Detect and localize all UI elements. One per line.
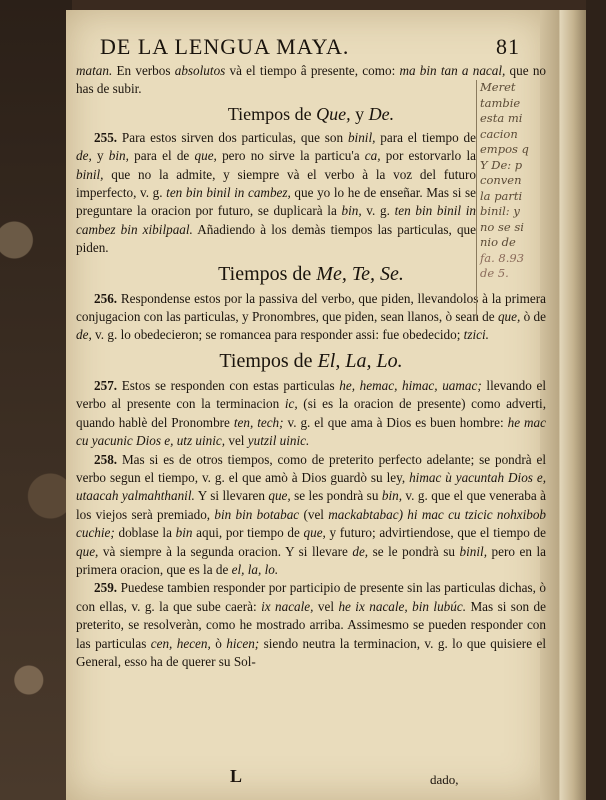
text-run: por estorvarlo la [380, 148, 477, 164]
maya-term: que, [497, 309, 521, 325]
text-run: Respondense estos por la passiva del verbo, que piden, llevandolos à la primera conjugacion con las particulas, y Pronombres, que piden, sean llanos, ò sean de [76, 290, 546, 325]
text-run: doblase la [114, 525, 176, 541]
text-run: Tiempos de [219, 349, 318, 372]
text-run: v. g. [361, 203, 395, 219]
paragraph-number: 258. [94, 451, 118, 467]
paragraph-number: 257. [94, 377, 118, 393]
maya-term: himac ù yacuntah Dios e, utaacah yalmahthanil. [76, 469, 546, 504]
text-run: para el tiempo de [375, 129, 476, 145]
paragraph-255 [76, 129, 476, 258]
book-spine-edge [586, 0, 606, 800]
margin-note-line: fa. 8.93 [480, 250, 525, 265]
text-run: aqui, por tiempo de [192, 525, 304, 541]
maya-term: el, la, lo. [231, 561, 279, 577]
signature-mark: L [230, 766, 243, 786]
margin-note-line: cacion [480, 126, 518, 141]
text-run: Para estos sirven dos particulas, que son [117, 129, 348, 145]
maya-term: que, [194, 148, 217, 164]
maya-term: cen, hecen, [150, 635, 211, 651]
margin-note-line: no se si [480, 219, 524, 234]
maya-term: yutzil uinic. [247, 433, 310, 449]
text-run: vel [313, 598, 339, 614]
maya-term: matan. [76, 63, 113, 78]
maya-term: que, [76, 543, 99, 559]
text-run: Y si llevaren [194, 488, 269, 504]
text-run: pero no sirve la particu'a [216, 148, 365, 164]
maya-term: de, [352, 543, 369, 559]
paragraph-number: 256. [94, 290, 118, 306]
maya-term: bin [175, 525, 193, 541]
margin-note-line: la parti [480, 188, 523, 203]
maya-term: El, La, Lo. [317, 349, 403, 372]
paragraph-259 [76, 579, 546, 671]
text-run: vel [225, 433, 248, 449]
paragraph-258 [76, 451, 546, 580]
text-run: se le pondrà su [368, 543, 460, 559]
text-run: que yo lo he de enseñar. Mas si se preguntare la oracion por futuro, se duplicarà la [76, 185, 476, 219]
text-run: (si es la oracion de presente) como adverti, quando hablè del Pronombre [76, 396, 546, 430]
book-cover-left [0, 0, 72, 800]
maya-term: bin bin botabac [214, 506, 300, 522]
maya-term: mackabtabac) [328, 506, 403, 522]
text-run: và siempre à la segunda oracion. Y si llevare [98, 543, 353, 559]
maya-term: binil, [459, 543, 488, 559]
text-run: ò [210, 635, 227, 651]
maya-term: he, hemac, himac, uamac; [339, 377, 482, 393]
text-run: siendo neutra la terminacion, v. g. lo que quisiere el General, esso ha de querer su Sol- [76, 635, 546, 669]
maya-term: hicen; [226, 635, 260, 651]
text-run: llevando el verbo al presente con la terminacion [76, 377, 546, 412]
text-run: ò de [520, 309, 546, 325]
text-run: que no has de subir. [76, 63, 547, 97]
text-run: y futuro; advirtiendose, que el tiempo de [325, 525, 546, 541]
maya-term: he ix nacale, bin lubúc. [338, 598, 467, 614]
text-run: para el de [128, 148, 195, 164]
text-run: que no la admite, y siempre và el verbo à la voz del futuro imperfecto, v. g. [76, 166, 476, 201]
text-run: v. g. lo obedecieron; se romancea para responder assi: fue obedecido; [91, 327, 464, 343]
running-head-title: DE LA LENGUA MAYA. [100, 34, 350, 59]
maya-term: De. [368, 103, 395, 124]
margin-note-line: binil: y [480, 204, 520, 218]
maya-term: bin, [108, 148, 129, 164]
text-run: se les pondrà su [290, 488, 382, 504]
maya-term: de, [76, 148, 92, 164]
maya-term: ma bin tan a nacal, [399, 63, 506, 78]
catchword: dado, [430, 772, 459, 787]
page-number: 81 [496, 34, 520, 59]
text-run: Puedese tambien responder por participio de presente sin las particulas dichas, ò con ellas, v. g. la que sube caerà: [76, 580, 546, 614]
maya-term: bin, [381, 488, 402, 504]
handwritten-margin-note [476, 80, 550, 320]
paragraph-number: 255. [94, 129, 118, 145]
paragraph-number: 259. [94, 580, 118, 596]
maya-term: absolutos [174, 63, 226, 78]
margin-note-line: empos q [480, 142, 529, 156]
maya-term: ten bin binil in cambez, [166, 185, 291, 201]
maya-term: de, [76, 327, 92, 343]
margin-note-line: Y De: p [480, 157, 523, 172]
maya-term: ix nacale, [261, 598, 314, 614]
margin-note-line: esta mi [480, 111, 523, 125]
text-run: pero en la primera oracion, que es la de [76, 543, 546, 577]
maya-term: tzici. [463, 327, 489, 343]
maya-term: ten bin binil in cambez bin xibilpaal. [76, 203, 476, 237]
text-run: Mas si es de otros tiempos, como de preterito perfecto adelante; se pondrà el verbo segun el tiempo, v. g. el que amò à Dios guardò su ley, [76, 451, 546, 485]
text-run: En verbos [112, 63, 175, 78]
maya-term: que, [303, 525, 326, 541]
margin-note-line: Meret [480, 80, 516, 94]
maya-term: binil, [76, 166, 104, 182]
text-run: y [350, 103, 369, 124]
text-run: (vel [299, 506, 329, 522]
text-run: Añadiendo à los demàs tiempos las particulas, que piden. [76, 221, 476, 256]
maya-term: que, [268, 488, 291, 504]
maya-term: Que, [316, 103, 351, 124]
margin-note-line: nio de [480, 235, 516, 249]
text-run: Tiempos de [227, 103, 317, 124]
text-run: Tiempos de [218, 262, 317, 285]
paragraph-257 [76, 377, 546, 451]
maya-term: he mac cu yacunic Dios e, utz uinic, [76, 414, 546, 449]
running-head [80, 34, 530, 64]
text-run: Estos se responden con estas particulas [117, 377, 340, 393]
maya-term: Me, Te, Se. [316, 262, 404, 285]
maya-term: ca, [364, 148, 381, 164]
text-run: y [91, 148, 109, 164]
text-run: v. g. que el que veneraba à los viejos serà premiado, [76, 488, 546, 522]
margin-note-line: conven [480, 173, 522, 187]
maya-term: binil, [347, 129, 376, 145]
maya-term: ic, [284, 396, 298, 412]
maya-term: hi mac cu tzicic nohxibob cuchie; [76, 506, 547, 541]
maya-term: ten, tech; [233, 414, 284, 430]
text-run: và el tiempo â presente, como: [225, 63, 400, 78]
margin-note-line: tambie [480, 95, 521, 110]
text-run: v. g. el que ama à Dios es buen hombre: [283, 414, 508, 430]
section-heading-el-la-lo [76, 347, 546, 375]
maya-term: bin, [341, 203, 362, 219]
margin-note-line: de 5. [480, 266, 509, 280]
text-run: Mas si son de preterito, se resolveràn, como he mostrado arriba. Assimesmo se pueden responder con las particulas [76, 598, 546, 651]
